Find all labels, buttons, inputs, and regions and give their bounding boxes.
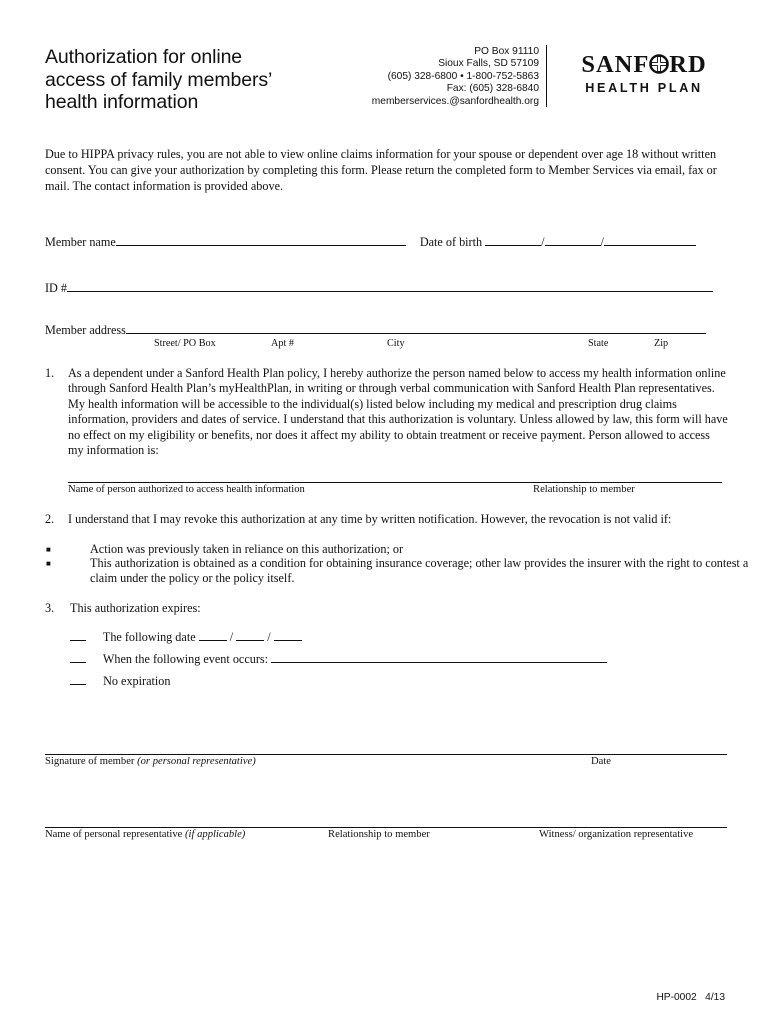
expiry-option-none (70, 673, 170, 689)
address-row (45, 322, 706, 338)
section-1-number: 1. (45, 366, 55, 380)
address-state-caption: State (588, 338, 609, 349)
logo-text-right: RD (669, 51, 707, 78)
header-divider (546, 45, 547, 107)
expiry-month-field[interactable] (199, 629, 227, 641)
contact-line: Fax: (605) 328-6840 (446, 83, 539, 95)
form-code (656, 992, 725, 1003)
option-checkbox[interactable] (70, 629, 86, 641)
id-field[interactable] (67, 280, 713, 292)
member-signature-label: Signature of member (45, 756, 135, 767)
member-signature-caption (45, 756, 256, 767)
expiry-event-field[interactable] (271, 651, 607, 663)
expiry-option-date: The following date / / (70, 629, 302, 645)
option-label: When the following event occurs: (102, 652, 269, 666)
section-2-number: 2. (45, 512, 55, 526)
authorized-person-caption: Name of person authorized to access health information (68, 484, 305, 495)
section-1-text: As a dependent under a Sanford Health Plan policy, I hereby authorize the person named below to access my health information online through Sanford Health Plan’s myHealthPlan, in writing or through verbal communication with Sanford Health Plan representatives. My health information will be accessible to the individual(s) listed below including my medical and prescription drug claims information, providers and dates of service. I understand that this authorization is voluntary. Unless allowed by law, this form will have no effect on my eligibility or benefits, nor does it affect my ability to obtain treatment or receive payment. Person allowed to access my information is: (68, 366, 728, 458)
member-signature-note: (or personal representative) (137, 756, 256, 767)
dob-day-field[interactable] (545, 234, 601, 246)
address-street-caption: Street/ PO Box (154, 338, 216, 349)
expiry-option-event (70, 651, 607, 667)
form-title-line: health information (45, 91, 199, 113)
member-name-row: Member name Date of birth / / (45, 234, 696, 250)
bullet-text: Action was previously taken in reliance on this authorization; or (90, 542, 404, 556)
representative-note: (if applicable) (185, 829, 246, 840)
contact-line: PO Box 91110 (474, 46, 539, 57)
signature-date-caption: Date (591, 756, 611, 767)
form-title-line: access of family members’ (45, 68, 273, 91)
representative-caption (45, 829, 245, 840)
dob-label: Date of birth (419, 235, 483, 249)
cross-icon (649, 54, 669, 80)
dob-month-field[interactable] (485, 234, 541, 246)
section-3-number: 3. (45, 601, 55, 615)
contact-line: memberservices.@sanfordhealth.org (371, 95, 539, 107)
relationship-caption: Relationship to member (533, 484, 635, 495)
address-city-caption: City (387, 338, 405, 349)
address-label: Member address (45, 323, 126, 337)
form-revision: 4/13 (705, 992, 725, 1003)
section-2-text: I understand that I may revoke this authorization at any time by written notification. However, the revocation is not valid if: (68, 512, 672, 526)
representative-label: Name of personal representative (45, 829, 183, 840)
section-3-text: This authorization expires: (70, 601, 201, 615)
option-checkbox[interactable] (70, 673, 86, 685)
bullet-text: This authorization is obtained as a condition for obtaining insurance coverage; other law provides the insurer with the right to contest a claim under the policy or the policy itself. (90, 556, 749, 586)
representative-field[interactable] (45, 827, 727, 828)
logo-text-left: SANF (581, 51, 650, 78)
square-bullet-icon: ■ (46, 559, 51, 568)
square-bullet-icon: ■ (46, 545, 51, 554)
form-title (45, 46, 272, 114)
option-label: The following date (102, 630, 196, 644)
option-checkbox[interactable] (70, 651, 86, 663)
contact-block (319, 46, 539, 108)
contact-line: Sioux Falls, SD 57109 (438, 58, 539, 70)
form-title-line: Authorization for online (45, 46, 243, 68)
member-signature-field[interactable] (45, 754, 727, 755)
dob-year-field[interactable] (604, 234, 696, 246)
id-label: ID # (45, 281, 68, 295)
member-name-field[interactable] (116, 234, 406, 246)
logo-subtitle: HEALTH PLAN (585, 81, 703, 95)
member-name-label: Member name (45, 235, 116, 249)
authorized-person-field[interactable] (68, 482, 722, 483)
address-zip-caption: Zip (654, 338, 669, 349)
bullet-item (46, 556, 750, 587)
sanford-logo (565, 52, 723, 96)
expiry-day-field[interactable] (236, 629, 264, 641)
rep-relationship-caption: Relationship to member (328, 829, 430, 840)
address-apt-caption: Apt # (271, 338, 294, 349)
expiry-year-field[interactable] (274, 629, 302, 641)
form-code-number: HP-0002 (656, 992, 697, 1003)
contact-line: (605) 328-6800 • 1-800-752-5863 (387, 70, 539, 82)
address-field[interactable] (126, 322, 706, 334)
intro-paragraph: Due to HIPPA privacy rules, you are not able to view online claims information for your spouse or dependent over age 18 without written consent. You can give your authorization by completing this form. Please return the completed form to Member Services via email, fax or mail. The contact information is provided above. (45, 147, 717, 193)
id-row (45, 280, 713, 296)
witness-caption: Witness/ organization representative (539, 829, 694, 840)
option-label: No expiration (103, 674, 171, 688)
